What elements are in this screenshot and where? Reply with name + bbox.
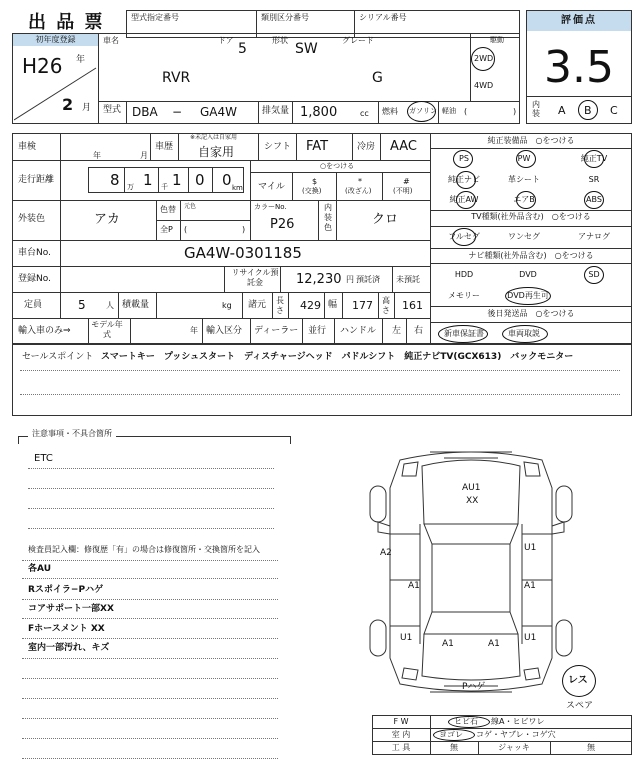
mileage-tampered: (改ざん)	[345, 187, 372, 195]
inspector-title: 検査員記入欄：修復歴「有」の場合は修復箇所・交換箇所を記入	[28, 545, 260, 554]
label-jack: ジャッキ	[498, 743, 530, 752]
damage-a2: A2	[380, 548, 392, 558]
label-drive: 駆動	[490, 36, 504, 44]
model-dash: −	[172, 105, 183, 119]
selected-circle	[516, 191, 536, 209]
interior-grade-b: B	[584, 104, 592, 117]
label-category-no: 類別区分番号	[261, 13, 309, 22]
fuel-gasoline: ガソリン	[409, 107, 437, 115]
equip-abs: ABS	[586, 195, 602, 204]
mileage-digit-2: 1	[143, 171, 153, 189]
mileage-unknown-mark: #	[403, 177, 410, 186]
damage-u1-rear-left: U1	[400, 633, 413, 643]
mileage-tampered-mark: *	[358, 177, 362, 186]
label-door: ドア	[218, 36, 234, 45]
label-color-change: 色替	[160, 205, 176, 214]
seats-unit: 人	[106, 301, 114, 310]
year-unit: 年	[76, 55, 86, 65]
label-car-name: 車名	[103, 36, 119, 45]
inspection-year-unit: 年	[93, 151, 101, 160]
color-no-value: P26	[270, 217, 295, 232]
label-serial-no: シリアル番号	[359, 13, 407, 22]
import-dealer: ディーラー	[254, 326, 299, 336]
label-fuel: 燃料	[382, 107, 398, 116]
label-import-only: 輸入車のみ⇒	[18, 326, 71, 336]
first-reg-month: 2	[62, 95, 74, 114]
selected-circle	[516, 150, 536, 168]
damage-u1-rear-right: U1	[524, 633, 537, 643]
mileage-exchange-mark: $	[312, 177, 318, 186]
label-history: 車歴	[155, 142, 174, 152]
label-recycle: リサイクル預託金	[231, 268, 279, 287]
equipment-navi-title: ナビ種類(社外品含む) ○をつける	[468, 251, 594, 260]
selling-points-box	[12, 344, 632, 416]
mileage-unit-sen: 千	[161, 183, 168, 191]
damage-au1: AU1	[462, 483, 481, 493]
interior-grade-c: C	[610, 104, 618, 117]
tools-value: 無	[450, 743, 458, 752]
mileage-unit-man: 万	[127, 183, 134, 191]
door-count: 5	[238, 41, 247, 57]
shift-value: FAT	[306, 139, 329, 154]
rear-right-tire	[556, 620, 572, 656]
seats-value: 5	[78, 298, 86, 312]
damage-a1-left: A1	[408, 581, 420, 591]
recycle-unit: 円	[346, 275, 354, 284]
mileage-unknown: (不明)	[393, 187, 413, 195]
mileage-digit-1: 8	[110, 171, 120, 189]
fuel-paren: (	[464, 107, 468, 116]
label-selling-points: セールスポイント	[22, 352, 94, 362]
inspector-line-1: 各AU	[28, 564, 51, 574]
damage-a1-rear-left: A1	[442, 639, 454, 649]
aircon-value: AAC	[390, 139, 417, 154]
jack-value: 無	[587, 743, 595, 752]
label-handle: ハンドル	[340, 326, 377, 336]
inspector-line-3: コアサポート一部XX	[28, 604, 114, 614]
navi-hdd: HDD	[454, 270, 474, 279]
interior-grade-a: A	[558, 104, 566, 117]
label-model: 型式	[103, 105, 122, 115]
equip-genuine-navi: 純正ナビ	[448, 175, 480, 184]
label-color-no: カラーNo.	[254, 203, 287, 211]
label-interior-color: 内装色	[324, 203, 332, 232]
label-load: 積載量	[122, 300, 150, 310]
import-year-unit: 年	[190, 326, 198, 335]
label-model-no: 型式指定番号	[131, 13, 179, 22]
drive-2wd: 2WD	[474, 54, 494, 63]
selected-circle	[584, 191, 604, 209]
label-exterior-color: 外装色	[18, 214, 46, 224]
label-grade: グレード	[342, 36, 374, 45]
label-width: 幅	[328, 300, 338, 310]
label-tools: 工 具	[391, 743, 411, 752]
tv-oneseg: ワンセグ	[508, 232, 540, 241]
navi-memory: メモリー	[448, 291, 480, 300]
drive-4wd: 4WD	[474, 81, 494, 90]
interior-options: コゲ・ヤブレ・コゲ穴	[476, 730, 556, 739]
equip-leather-seat: 革シート	[508, 175, 540, 184]
damage-u1-right: U1	[524, 543, 537, 553]
note-private-use: ※未記入は自家用	[190, 134, 238, 141]
load-unit: kg	[222, 301, 232, 310]
navi-dvd-playback: DVD再生可	[507, 291, 549, 300]
front-left-tire	[370, 486, 386, 522]
label-registration-no: 登録No.	[18, 274, 51, 284]
later-new-car-warranty: 新車保証書	[444, 329, 484, 338]
selected-circle	[438, 325, 488, 343]
equipment-tv-title: TV種類(社外品含む) ○をつける	[471, 212, 591, 221]
mileage-circle-note: ○をつける	[320, 162, 355, 170]
displacement-value: 1,800	[300, 105, 338, 120]
label-length: 長さ	[276, 296, 284, 315]
selected-circle	[584, 266, 604, 284]
displacement-unit: cc	[360, 109, 369, 118]
label-specs: 諸元	[248, 300, 267, 310]
recycle-amount: 12,230	[296, 272, 342, 287]
car-name: RVR	[162, 70, 191, 86]
mileage-unit-km: km	[232, 184, 243, 192]
score-value: 3.5	[544, 42, 614, 93]
label-inspection: 車検	[18, 142, 37, 152]
color-paren-close: )	[242, 225, 246, 234]
spare-status: レス	[568, 675, 588, 686]
label-original-color: 元色	[184, 203, 197, 210]
label-seats: 定員	[24, 300, 43, 310]
equip-genuine-tv: 純正TV	[580, 154, 608, 163]
month-unit: 月	[82, 103, 92, 113]
label-first-reg: 初年度登録	[35, 35, 76, 44]
damage-xx: XX	[466, 496, 479, 506]
body-shape: SW	[295, 41, 318, 57]
fw-selected: ヒビ石	[454, 717, 478, 726]
height-value: 161	[402, 299, 423, 312]
label-height: 高さ	[382, 296, 390, 315]
label-import-category: 輸入区分	[206, 326, 243, 336]
fuel-diesel: 軽油	[442, 107, 456, 115]
equip-sunroof: SR	[588, 175, 600, 184]
color-paren: (	[184, 225, 188, 234]
grade-value: G	[372, 70, 383, 86]
label-mileage: 走行距離	[18, 175, 55, 185]
mileage-exchange: (交換)	[302, 187, 322, 195]
tv-fullseg: フルセグ	[448, 232, 480, 241]
selected-circle	[452, 228, 476, 246]
exterior-color: アカ	[94, 212, 120, 227]
selected-circle	[502, 325, 548, 343]
label-vin: 車台No.	[18, 248, 51, 258]
damage-a1-rear-right: A1	[488, 639, 500, 649]
fuel-paren-close: )	[513, 107, 517, 116]
fw-options: 線A・ヒビワレ	[491, 717, 545, 726]
label-model-year: モデル年式	[91, 320, 123, 339]
label-displacement: 排気量	[262, 106, 290, 116]
inspector-line-4: Fホースメント XX	[28, 624, 105, 634]
label-interior-condition: 室 内	[391, 730, 411, 739]
navi-sd: SD	[588, 270, 600, 279]
label-body-shape: 形状	[272, 36, 288, 45]
selected-circle	[453, 150, 473, 168]
tv-analog: アナログ	[578, 232, 610, 241]
rear-left-tire	[370, 620, 386, 656]
interior-color: クロ	[372, 212, 399, 227]
interior-selected: ヨゴレ	[439, 730, 463, 739]
equipment-genuine-title: 純正装備品 ○をつける	[487, 136, 575, 145]
label-fw: F W	[393, 717, 409, 726]
recycle-not-deposited: 未預託	[396, 275, 420, 284]
first-reg-year: H26	[22, 54, 63, 78]
import-parallel: 並行	[308, 326, 327, 336]
notes-line-1: ETC	[34, 453, 53, 464]
front-right-tire	[556, 486, 572, 522]
inspector-line-2: Rスポイラ−Pハゲ	[28, 585, 104, 595]
spare-label: スペア	[566, 701, 594, 711]
width-value: 177	[352, 299, 373, 312]
equip-ps: PS	[459, 154, 469, 163]
label-aircon: 冷房	[357, 142, 376, 152]
later-owner-manual: 車両取説	[508, 329, 540, 338]
mileage-digit-3: 1	[172, 171, 182, 189]
equipment-later-title: 後日発送品 ○をつける	[487, 309, 575, 318]
equip-airbag: エアB	[513, 195, 535, 204]
notes-title: 注意事項・不具合箇所	[28, 430, 116, 438]
handle-right: 右	[414, 326, 424, 336]
form-title: 出 品 票	[28, 12, 105, 33]
equip-genuine-aw: 純正AW	[449, 195, 479, 204]
mileage-digit-5: 0	[222, 171, 232, 189]
model-code: GA4W	[200, 105, 238, 119]
equip-pw: PW	[517, 154, 531, 163]
navi-dvd: DVD	[519, 270, 537, 279]
label-interior-grade: 内装	[532, 100, 540, 118]
label-mile: マイル	[258, 182, 285, 192]
mileage-digit-4: 0	[195, 171, 205, 189]
model-prefix: DBA	[132, 105, 158, 119]
length-value: 429	[300, 299, 321, 312]
inspection-month-unit: 月	[140, 151, 148, 160]
selected-circle	[456, 171, 476, 189]
recycle-deposited: 預託済	[356, 275, 380, 284]
damage-a1-right: A1	[524, 581, 536, 591]
selling-points-text: スマートキー プッシュスタート ディスチャージヘッド パドルシフト 純正ナビTV(GCX613) バックモニター	[101, 352, 574, 362]
handle-left: 左	[392, 326, 402, 336]
selected-circle	[584, 150, 604, 168]
label-shift: シフト	[264, 142, 292, 152]
inspector-line-5: 室内一部汚れ、キズ	[28, 643, 110, 653]
vin-value: GA4W-0301185	[184, 244, 302, 262]
damage-rear-p-hage: Pハゲ	[462, 682, 486, 692]
selected-circle	[456, 191, 476, 209]
score-label: 評価点	[561, 15, 597, 26]
selected-circle	[505, 287, 551, 305]
history-value: 自家用	[198, 145, 235, 159]
label-full-paint: 全P	[160, 225, 173, 234]
